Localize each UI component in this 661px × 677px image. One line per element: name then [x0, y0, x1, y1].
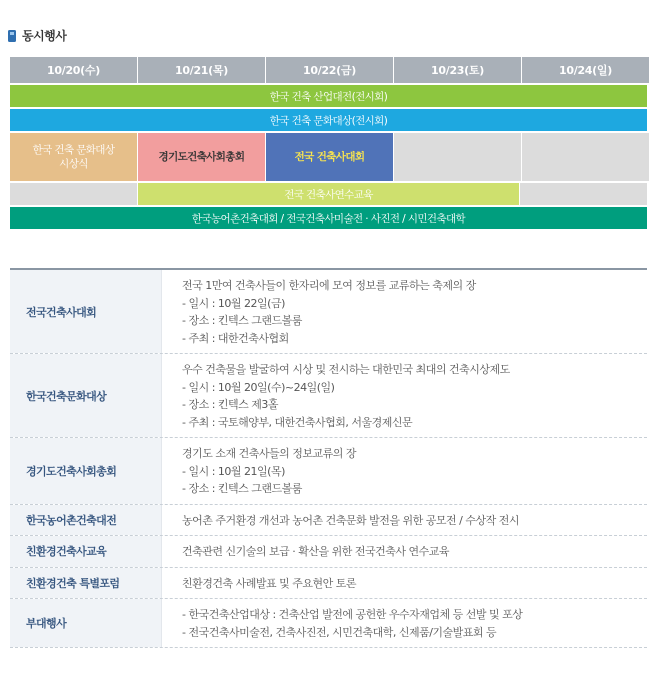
event-detail-table	[10, 268, 647, 648]
schedule-grid	[10, 57, 647, 229]
detail-label: 친환경건축 특별포럼	[10, 568, 162, 599]
section-title	[8, 27, 66, 44]
empty-cell	[394, 133, 521, 181]
detail-line: 친환경건축 사례발표 및 주요현안 토론	[182, 576, 357, 590]
detail-line: 경기도 소재 건축사들의 정보교류의 장	[182, 447, 357, 460]
detail-content	[162, 354, 647, 437]
schedule-row-events	[10, 133, 647, 181]
ceremony-label-line: 시상식	[59, 158, 88, 170]
detail-label: 한국건축문화대상	[10, 354, 162, 437]
detail-line: 우수 건축물을 발굴하여 시상 및 전시하는 대한민국 최대의 건축시상제도	[182, 363, 510, 376]
detail-line: - 일시 : 10월 22일(금)	[182, 296, 285, 310]
detail-label: 경기도건축사회총회	[10, 438, 162, 504]
detail-line: - 전국건축사미술전, 건축사진전, 시민건축대학, 신제품/기술발표회 등	[182, 625, 497, 639]
training-bar: 전국 건축사연수교육	[138, 183, 519, 205]
detail-content	[162, 270, 647, 353]
gyeonggi-assembly-cell: 경기도건축사회총회	[138, 133, 265, 181]
detail-line: - 일시 : 10월 21일(목)	[182, 464, 285, 478]
detail-line: 전국 1만여 건축사들이 한자리에 모여 정보를 교류하는 축제의 장	[182, 279, 476, 292]
detail-line: - 일시 : 10월 20일(수)~24일(일)	[182, 380, 335, 394]
bullet-icon	[8, 30, 16, 42]
date-header: 10/22(금)	[266, 57, 393, 83]
national-convention-cell: 전국 건축사대회	[266, 133, 393, 181]
empty-cell	[10, 183, 137, 205]
culture-award-ceremony-cell	[10, 133, 137, 181]
detail-content	[162, 536, 647, 567]
detail-line: 건축관련 신기술의 보급 · 확산을 위한 전국건축사 연수교육	[182, 545, 449, 558]
detail-row	[10, 505, 647, 537]
date-header: 10/23(토)	[394, 57, 521, 83]
culture-award-exhibit-bar: 한국 건축 문화대상(전시회)	[10, 109, 647, 131]
schedule-row-training	[10, 183, 647, 205]
page-title: 동시행사	[22, 29, 67, 43]
date-header: 10/24(일)	[522, 57, 649, 83]
detail-row	[10, 568, 647, 600]
empty-cell	[522, 133, 649, 181]
detail-line: - 한국건축산업대상 : 건축산업 발전에 공헌한 우수자재업체 등 선발 및 포상	[182, 608, 523, 621]
date-header-row	[10, 57, 647, 83]
detail-row	[10, 438, 647, 505]
detail-row	[10, 536, 647, 568]
rural-events-bar: 한국농어촌건축대회 / 전국건축사미술전 · 사진전 / 시민건축대학	[10, 207, 647, 229]
detail-line: - 장소 : 킨텍스 그랜드볼룸	[182, 482, 302, 495]
detail-row	[10, 270, 647, 354]
detail-label: 전국건축사대회	[10, 270, 162, 353]
detail-content	[162, 505, 647, 536]
detail-label: 한국농어촌건축대전	[10, 505, 162, 536]
empty-cell	[520, 183, 647, 205]
detail-line: - 주최 : 국토해양부, 대한건축사협회, 서울경제신문	[182, 415, 413, 429]
detail-line: - 주최 : 대한건축사협회	[182, 331, 289, 345]
date-header: 10/20(수)	[10, 57, 137, 83]
detail-content	[162, 438, 647, 504]
detail-content	[162, 568, 647, 599]
detail-label: 부대행사	[10, 599, 162, 647]
detail-row	[10, 599, 647, 648]
detail-line: 농어촌 주거환경 개선과 농어촌 건축문화 발전을 위한 공모전 / 수상작 전시	[182, 513, 519, 527]
detail-label: 친환경건축사교육	[10, 536, 162, 567]
industry-fair-bar: 한국 건축 산업대전(전시회)	[10, 85, 647, 107]
detail-row	[10, 354, 647, 438]
detail-line: - 장소 : 킨텍스 그랜드볼룸	[182, 314, 302, 327]
detail-line: - 장소 : 킨텍스 제3홀	[182, 398, 279, 411]
date-header: 10/21(목)	[138, 57, 265, 83]
ceremony-label-line: 한국 건축 문화대상	[32, 143, 115, 156]
detail-content	[162, 599, 647, 647]
